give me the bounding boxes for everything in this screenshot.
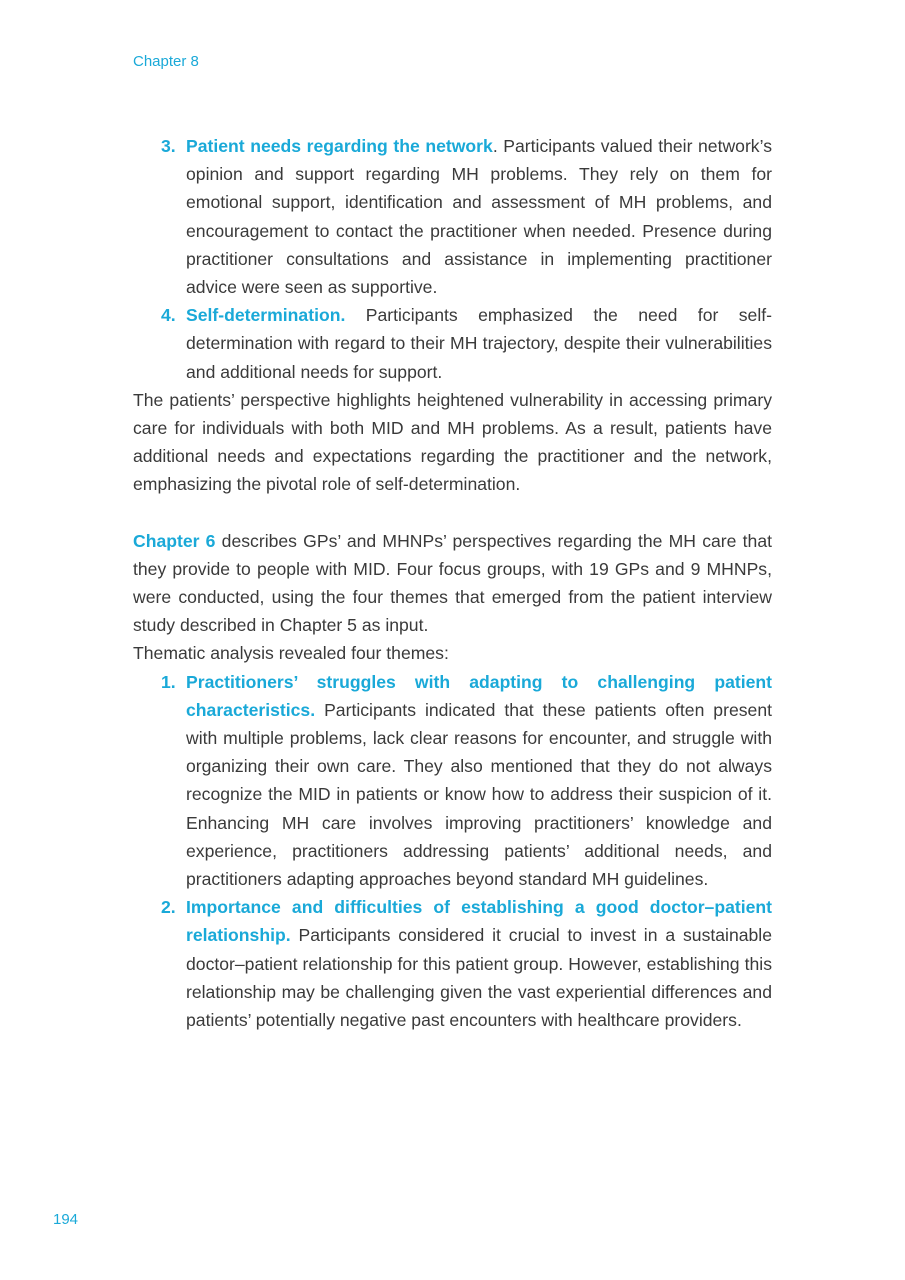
list-item-text: Participants indicated that these patients often present with multiple problems, lack clear reasons for encounter, and struggle with organizing their own care. They also mentioned that they do not always recognize the MID in patients or know how to address their suspicion of it. Enhancing MH care involves improving practitioners’ knowledge and experience, practitioners addressing patients’ additional needs, and practitioners adapting approaches beyond standard MH guidelines. [186, 699, 772, 890]
list-item [133, 301, 772, 386]
main-content [133, 132, 772, 1034]
list-item-number: 1. [161, 671, 176, 692]
list-item-text: Participants considered it crucial to invest in a sustainable doctor–patient relationship for this patient group. However, establishing this relationship may be challenging given the vast experiential differences and patients’ potentially negative past encounters with healthcare providers. [186, 925, 772, 1031]
list-item [133, 893, 772, 1034]
list-item-title: Importance and difficulties of establishing a good doctor–patient relationship. [186, 897, 772, 946]
practitioner-themes-list [133, 668, 772, 1035]
list-item-number: 4. [161, 305, 176, 326]
list-item-title: Self-determination. [186, 305, 346, 326]
chapter6-text: describes GPs’ and MHNPs’ perspectives regarding the MH care that they provide to people with MID. Four focus groups, with 19 GPs and 9 MHNPs, were conducted, using the four themes that emerged from the patient interview study described in Chapter 5 as input. [133, 530, 772, 636]
chapter6-label: Chapter 6 [133, 530, 216, 551]
patient-themes-list [133, 132, 772, 386]
list-item-text: . Participants valued their network’s opinion and support regarding MH problems. They rely on them for emotional support, identification and assessment of MH problems, and encouragement to contact the practitioner when needed. Presence during practitioner consultations and assistance in implementing practitioner advice were seen as supportive. [186, 136, 772, 298]
chapter-label: Chapter 8 [133, 53, 199, 70]
summary-paragraph: The patients’ perspective highlights heightened vulnerability in accessing primary care for individuals with both MID and MH problems. As a result, patients have additional needs and expectations regarding the practitioner and the network, emphasizing the pivotal role of self-determination. [133, 389, 772, 495]
list-item-title: Practitioners’ struggles with adapting to challenging patient characteristics. [186, 671, 772, 720]
themes-intro: Thematic analysis revealed four themes: [133, 643, 449, 664]
paragraph-gap [133, 499, 772, 527]
list-item-title: Patient needs regarding the network [186, 136, 493, 156]
list-item-number: 2. [161, 897, 176, 918]
list-item [133, 132, 772, 301]
chapter6-paragraph [133, 527, 772, 640]
page-number: 194 [53, 1211, 79, 1228]
list-item-text: Participants emphasized the need for self-determination with regard to their MH trajectory, despite their vulnerabilities and additional needs for support. [186, 305, 772, 382]
list-item [133, 668, 772, 894]
list-item-number: 3. [161, 136, 176, 156]
